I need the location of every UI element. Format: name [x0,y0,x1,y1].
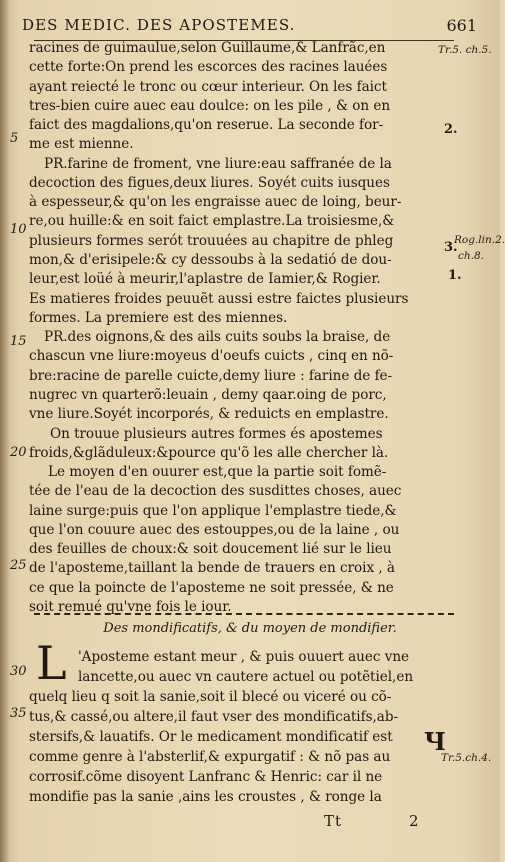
body-line: faict des magdalions,qu'on reserue. La seconde for- [29,117,384,133]
section-title: Des mondificatifs, & du moyen de mondifier. [103,621,397,636]
body-line: plusieurs formes serót trouuées au chapitre de phleg [29,233,394,249]
catchword: 2 [409,812,419,830]
body-line: On trouue plusieurs autres formes és apostemes [50,426,383,442]
body-line: bre:racine de parelle cuicte,demy liure : farine de fe- [29,368,393,384]
pilcrow-mark: Ч [424,727,446,756]
body-line: à espesseur,& qu'on les engraisse auec de loing, beur- [29,194,402,210]
section-line: comme genre à l'absterlif,& expurgatif : & nõ pas au [29,749,391,765]
body-line: tres-bien cuire auec eau doulce: on les pile , & on en [29,98,391,114]
body-line: de l'aposteme,taillant la bende de trauers en croix , à [29,560,395,576]
body-line: froids,&glãduleux:&pource qu'õ les alle chercher là. [29,445,389,461]
line-number: 10 [10,222,27,237]
section-line: mondifie pas la sanie ,ains les croustes , & ronge la [29,789,382,805]
page-number: 661 [446,16,477,35]
body-line: laine surge:puis que l'on applique l'emplastre tiede,& [29,503,397,519]
line-number: 35 [10,706,27,721]
margin-note: Tr.5. ch.5. [438,44,492,56]
body-line: nugrec vn quarterõ:leuain , demy qaar.oing de porc, [29,387,387,403]
body-line: decoction des figues,deux liures. Soyét cuits iusques [29,175,390,191]
margin-note: Rog.lin.2. [454,234,505,246]
line-number: 30 [10,664,27,679]
line-number: 25 [10,558,27,573]
body-line: chascun vne liure:moyeus d'oeufs cuicts , cinq en nõ- [29,348,394,364]
body-line: tée de l'eau de la decoction des susdittes choses, auec [29,483,402,499]
body-line: leur,est loüé à meurir,l'aplastre de Iamier,& Rogier. [29,271,381,287]
section-line: stersifs,& lauatifs. Or le medicament mondificatif est [29,729,393,745]
body-line: PR.farine de froment, vne liure:eau saffranée de la [44,156,392,172]
body-line: cette forte:On prend les escorces des racines lauées [29,59,388,75]
margin-number: 1. [448,268,462,283]
body-line: que l'on couure auec des estouppes,ou de la laine , ou [29,522,400,538]
signature-mark: Tt [324,812,343,830]
body-line: racines de guimaulue,selon Guillaume,& Lanfrãc,en [29,40,386,56]
body-line: des feuilles de choux:& soit doucement lié sur le lieu [29,541,392,557]
running-header [22,16,477,38]
margin-note: Tr.5.ch.4. [441,752,492,764]
body-line: Es matieres froides peuuẽt aussi estre faictes plusieurs [29,291,409,307]
body-line: ayant reiecté le tronc ou cœur interieur. On les faict [29,79,387,95]
body-line: formes. La premiere est des miennes. [29,310,288,326]
body-line: vne liure.Soyét incorporés, & reduicts en emplastre. [29,406,389,422]
body-line: ce que la poincte de l'aposteme ne soit pressée, & ne [29,580,394,596]
margin-number: 2. [444,122,458,137]
line-number: 15 [10,334,27,349]
margin-note: ch.8. [458,250,484,262]
body-line: me est mienne. [29,136,134,152]
body-line: PR.des oignons,& des ails cuits soubs la braise, de [44,329,391,345]
section-line: tus,& cassé,ou altere,il faut vser des mondificatifs,ab- [29,709,399,725]
section-line: 'Aposteme estant meur , & puis ouuert auec vne [78,649,410,665]
header-title: DES MEDIC. DES APOSTEMES. [22,16,296,34]
line-number: 20 [10,445,27,460]
section-line: corrosif.cõme disoyent Lanfranc & Henric: car il ne [29,769,383,785]
body-line: Le moyen d'en ouurer est,que la partie soit fomẽ- [48,464,387,480]
line-number: 5 [10,131,19,146]
margin-number: 3. [444,240,458,255]
body-line: re,ou huille:& en soit faict emplastre.La troisiesme,& [29,213,395,229]
body-line: mon,& d'erisipele:& cy dessoubs à la sedatió de dou- [29,252,392,268]
body-line: soit remué qu'vne fois le iour. [29,599,232,615]
drop-capital: L [36,636,67,690]
section-line: lancette,ou auec vn cautere actuel ou potẽtiel,en [78,669,414,685]
section-line: quelq lieu q soit la sanie,soit il blecé ou viceré ou cõ- [29,689,392,705]
